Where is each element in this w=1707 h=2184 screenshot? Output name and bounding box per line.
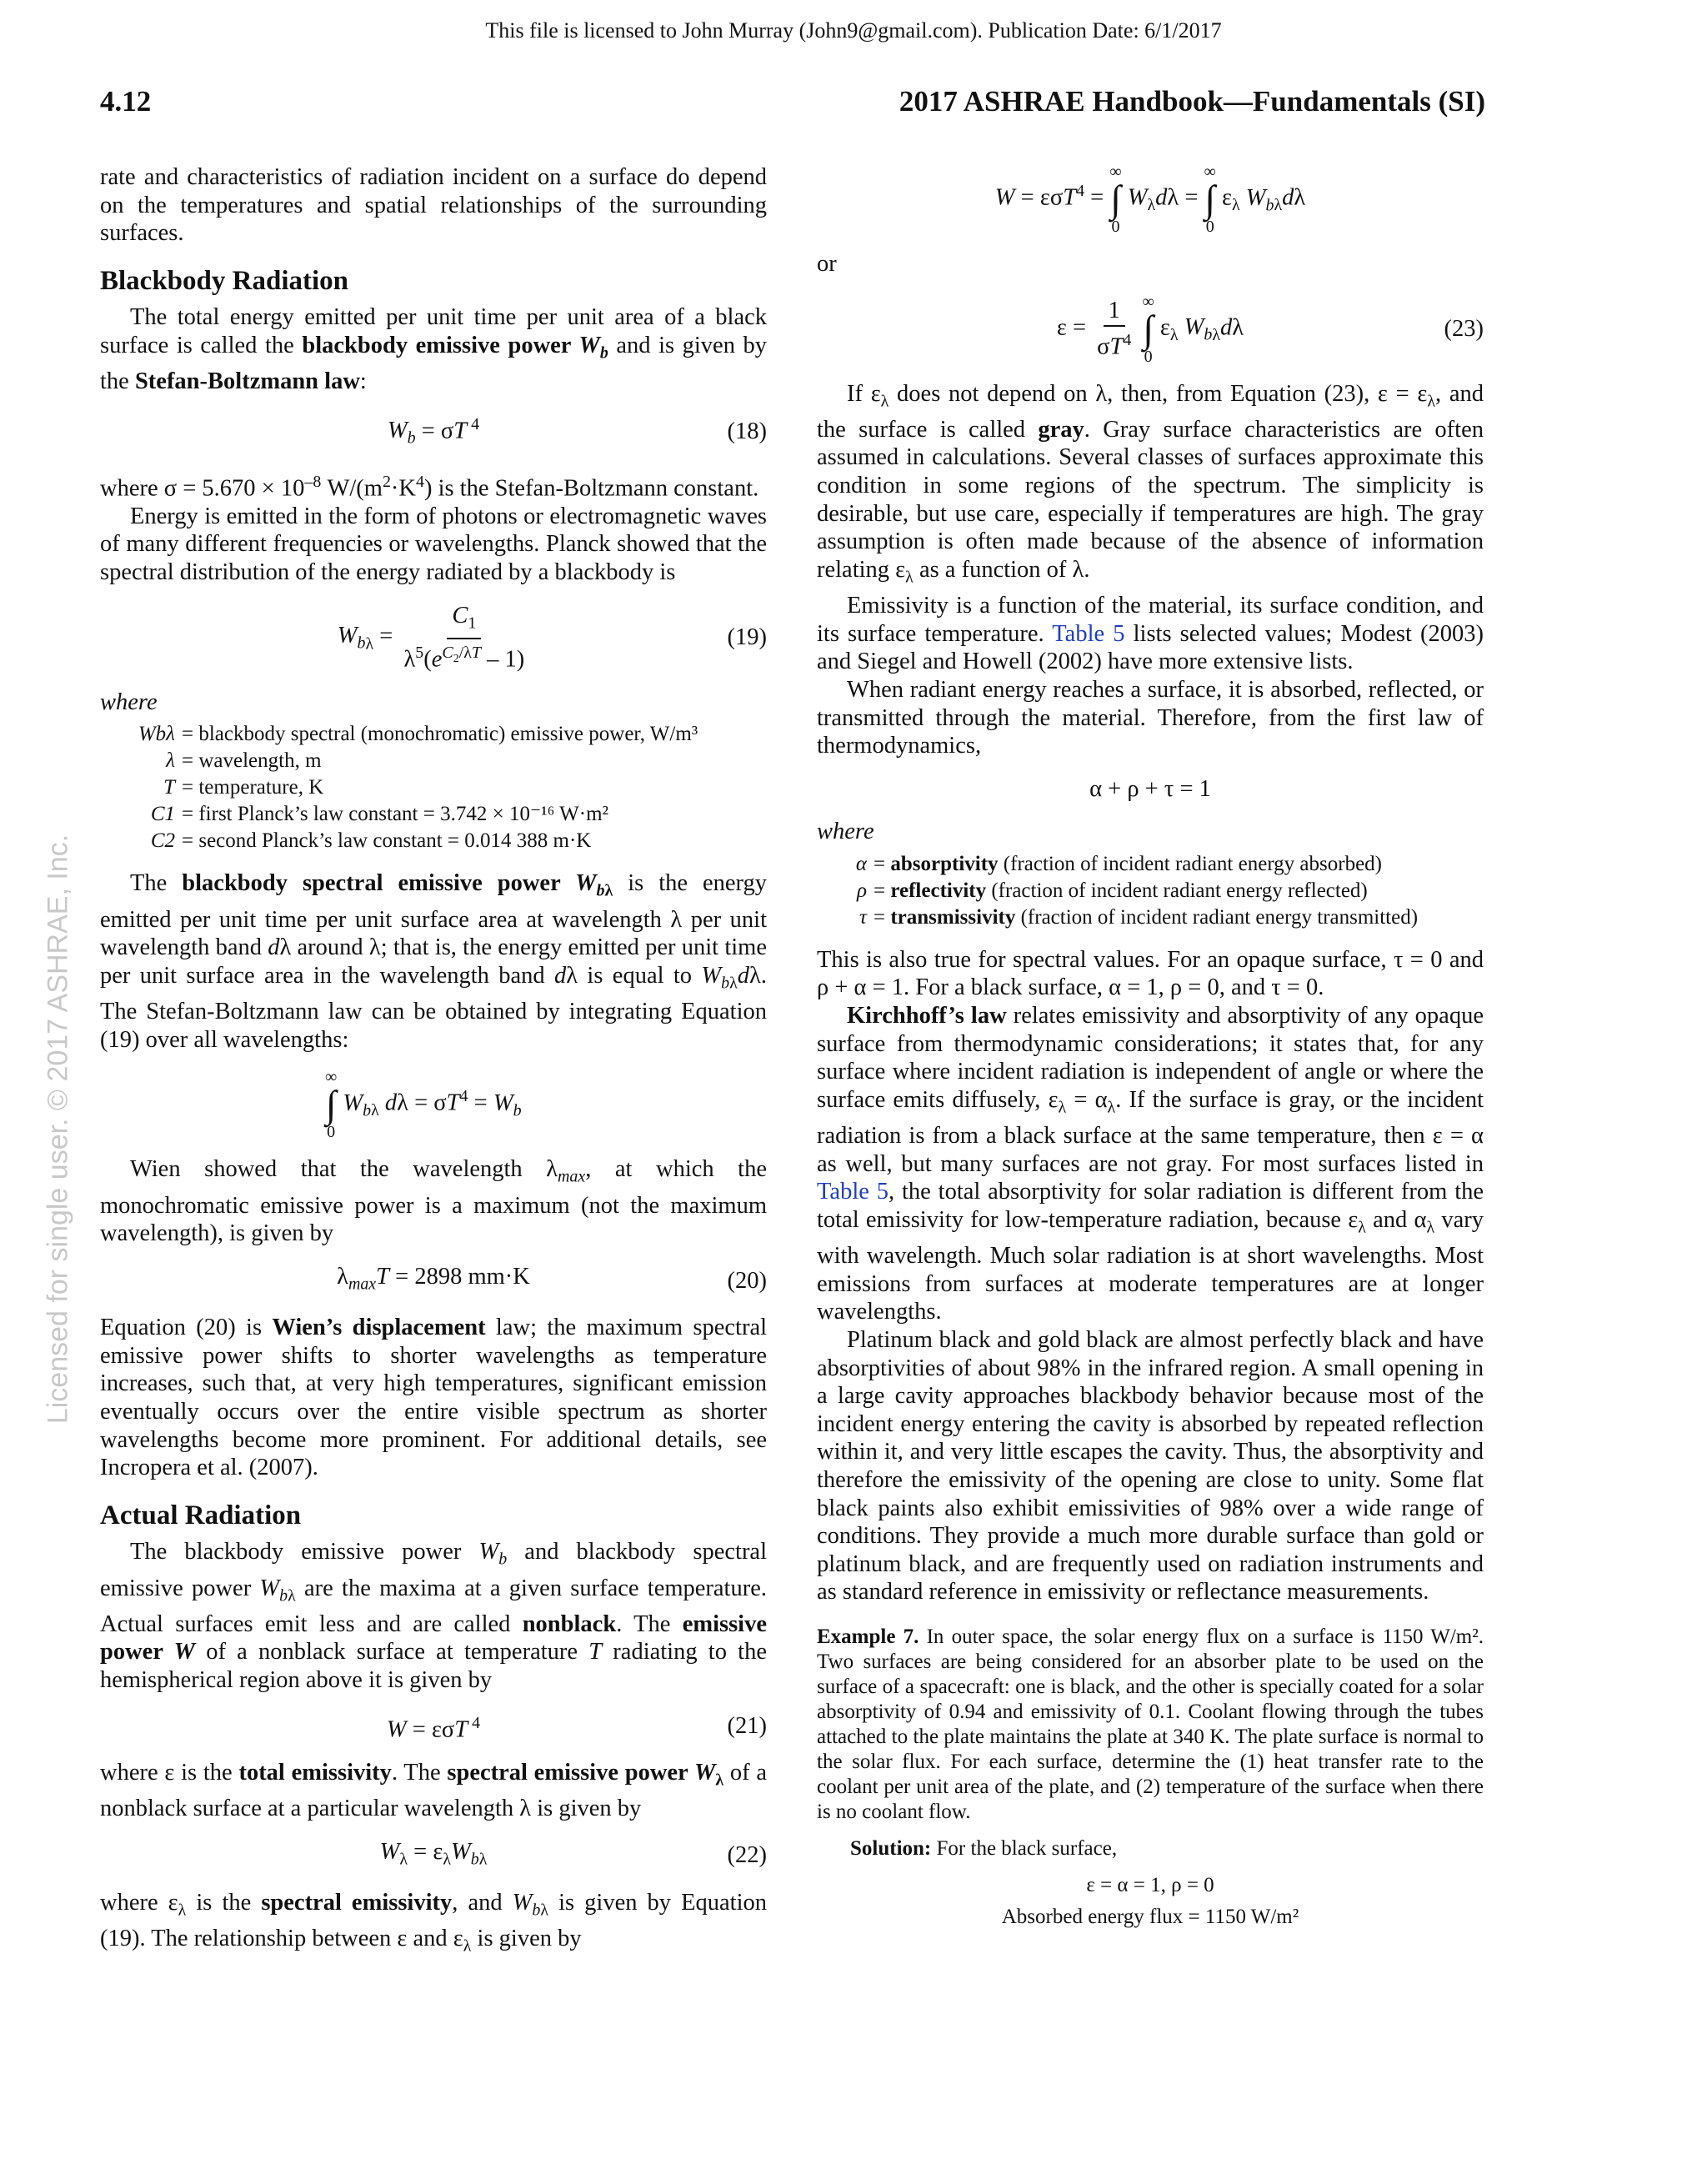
solution-paragraph [817,1836,1484,1861]
paragraph: The blackbody emissive power $W_b$ and blackbody spectral emissive power $W_{b\lambda}$ are the maxima at a given surface temperature. Actual surfaces emit less and are called nonblack. The emissive power W of a nonblack surface at temperature T radiating to the hemispherical region above it is given by [100,1539,768,1694]
left-column [100,163,767,1961]
table-5-link[interactable]: Table 5 [1052,620,1125,647]
definition-symbol: ρ [857,879,867,902]
equation-energy-balance: α + ρ + τ = 1 [1089,775,1211,802]
intro-paragraph: rate and characteristics of radiation incident on a surface do depend on the temperatures and spatial relationships of the surrounding surfaces. [100,164,767,247]
table-5-link[interactable]: Table 5 [817,1179,889,1205]
equation-23: ε = $\frac{1}{\sigma T^4}$ ∞ ∫ 0 $\varepsilon_\lambda$ $W_{b\lambda}d\lambda$ (23) [1056,292,1484,366]
definition-term: reflectivity [890,879,987,902]
right-column [817,163,1484,1935]
definition-text: (fraction of incident radiant energy absorbed) [1003,852,1383,875]
equation-21: W = εσT $^4$ (21) [386,1713,767,1743]
equation-total-emissive: W = εσT$^4$ = ∞ ∫ 0 $W_\lambda d\lambda$ = ∞ ∫ 0 $\varepsilon_\lambda$ $W_{b\lambda}d\lambda$ [994,163,1306,236]
paragraph: Energy is emitted in the form of photons or electromagnetic waves of many different frequencies or wavelengths. Planck showed that the spectral distribution of the energy radiated by a blackbody is [100,503,767,585]
equation-22: $W_\lambda = \varepsilon_\lambda W_{b\lambda}$ (22) [379,1838,767,1869]
solution-text: For the black surface, [936,1836,1118,1860]
solution-label: Solution: [850,1836,932,1860]
equation-19: $W_{b\lambda}$ = $\frac{C_1}{\lambda^5(e^{C_2/\lambda T} - 1)}$ (19) [337,602,767,673]
paragraph: This is also true for spectral values. For an opaque surface, τ = 0 and ρ + α = 1. For a black surface, α = 1, ρ = 0, and τ = 0. [817,946,1484,1001]
paragraph: Emissivity is a function of the material, its surface condition, and its surface temperature. Table 5 lists selected values; Modest (2003) and Siegel and Howell (2002) have more extensive lists. [817,593,1484,675]
example-7 [817,1625,1484,1930]
paragraph: where $\sigma = 5.670 \times 10^{-8}$ $W/(m^2\cdot K^4)$ is the Stefan-Boltzmann constant. [100,472,759,502]
definition-term: transmissivity [890,905,1016,929]
solution-equation: ε = α = 1, ρ = 0 [1086,1873,1214,1896]
section-heading-blackbody: Blackbody Radiation [100,265,348,296]
symbol-definitions [117,721,767,854]
equation-number: (20) [727,1267,767,1294]
equation-number: (18) [727,418,767,445]
paragraph: The blackbody spectral emissive power $W_{b\lambda}$ is the energy emitted per unit time per unit surface area at wavelength λ per unit wavelength band dλ around λ; that is, the energy emitted per unit time per unit surface area in the wavelength band dλ is equal to $W_{b\lambda}d\lambda$. The Stefan-Boltzmann law can be obtained by integrating Equation (19) over all wavelengths: [100,870,768,1053]
page-number: 4.12 [100,85,152,118]
definition-term: absorptivity [890,852,999,875]
paragraph: Equation (20) is Wien’s displacement law; the maximum spectral emissive power shifts to shorter wavelengths as temperature increases, such that, at very high temperatures, significant emission eventually occurs over the entire visible spectrum as shorter wavelengths become more prominent. For additional details, see Incropera et al. (2007). [100,1315,768,1481]
paragraph: where $\varepsilon_\lambda$ is the spectral emissivity, and $W_{b\lambda}$ is given by Equation (19). The relationship between ε and $\varepsilon_\lambda$ is given by [100,1889,767,1956]
definition-row: ρ = reflectivity (fraction of incident radiant energy reflected) [833,878,1484,904]
absorbed-flux: Absorbed energy flux = 1150 W/m² [1001,1905,1299,1928]
equation-number: (19) [727,624,767,650]
definition-symbol: C1 [150,803,175,826]
equation-20: $\lambda_{max}T = 2898$ mm·K (20) [337,1263,767,1294]
definition-symbol: C2 [150,829,175,853]
paragraph: where ε is the total emissivity. The spectral emissive power $W_\lambda$ of a nonblack surface at a particular wavelength λ is given by [100,1759,768,1822]
example-paragraph [817,1625,1484,1825]
definition-row: α = absorptivity (fraction of incident radiant energy absorbed) [833,851,1484,878]
equation-18: $W_b = \sigma T$ $^4$ (18) [387,414,767,448]
paragraph: Kirchhoff’s law relates emissivity and absorptivity of any opaque surface from thermodynamic considerations; it states that, for any surface where incident radiation is independent of angle or where the surface emits diffusely, $\varepsilon_\lambda = \alpha_\lambda$. If the surface is gray, or the incident radiation is from a black surface at the same temperature, then ε = α as well, but many surfaces are not gray. For most surfaces listed in Table 5, the total absorptivity for solar radiation is different from the total emissivity for low-temperature radiation, because $\varepsilon_\lambda$ and $\alpha_\lambda$ vary with wavelength. Much solar radiation is at short wavelengths. Most emissions from surfaces at moderate temperatures are at longer wavelengths. [817,1003,1484,1325]
definition-text: first Planck’s law constant = 3.742 × 10⁻¹⁶ W·m² [198,803,609,826]
definition-text: second Planck’s law constant = 0.014 388 m·K [198,829,592,853]
definition-row: τ = transmissivity (fraction of incident radiant energy transmitted) [833,904,1484,931]
paragraph: If $\varepsilon_\lambda$ does not depend on λ, then, from Equation (23), $\varepsilon = \varepsilon_\lambda$, and the surface is called gray. Gray surface characteristics are often assumed in calculations. Several classes of surfaces approximate this condition in some regions of the spectrum. The simplicity is desirable, but use care, especially if temperatures are high. The gray assumption is often made because of the absence of information relating $\varepsilon_\lambda$ as a function of λ. [817,380,1484,587]
example-label: Example 7. [817,1625,919,1648]
definition-symbol: α [855,852,867,875]
paragraph: Wien showed that the wavelength $\lambda_{max}$, at which the monochromatic emissive power is a maximum (not the maximum wavelength), is given by [100,1156,767,1247]
paragraph: When radiant energy reaches a surface, it is absorbed, reflected, or transmitted through the material. Therefore, from the first law of thermodynamics, [817,676,1484,759]
definition-symbol: T [163,776,175,799]
license-watermark: Licensed for single user. © 2017 ASHRAE, Inc. [42,834,74,1425]
section-heading-actual: Actual Radiation [100,1500,302,1530]
definition-row: T = temperature, K [117,774,767,801]
definition-symbol: Wbλ [138,723,175,746]
book-title: 2017 ASHRAE Handbook—Fundamentals (SI) [899,85,1485,118]
definition-row: λ = wavelength, m [117,748,767,774]
where-label: where [817,819,874,845]
definition-text: wavelength, m [198,749,322,773]
example-text: In outer space, the solar energy flux on a surface is 1150 W/m². Two surfaces are being considered for an absorber plate to be used on the surface of a spacecraft: one is black, and the other is specially coated for a solar absorptivity of 0.94 and emissivity of 0.1. Coolant flowing through the tubes attached to the plate maintains the plate at 340 K. The plate surface is normal to the solar flux. For each surface, determine the (1) heat transfer rate to the coolant per unit area of the plate, and (2) temperature of the surface when there is no coolant flow. [817,1625,1484,1823]
definition-symbol: λ [166,749,175,773]
definition-text: temperature, K [198,776,324,799]
definition-text: (fraction of incident radiant energy reflected) [991,879,1368,902]
equation-integral: ∞ ∫ 0 $W_{b\lambda}$ $d\lambda = \sigma T^4 = W_b$ [325,1068,522,1142]
license-notice: This file is licensed to John Murray (John9@gmail.com). Publication Date: 6/1/2017 [485,18,1222,43]
definition-row: C2 = second Planck’s law constant = 0.014 388 m·K [117,828,767,854]
definition-text: blackbody spectral (monochromatic) emissive power, W/m³ [198,723,698,746]
definition-row: Wbλ = blackbody spectral (monochromatic) emissive power, W/m³ [117,721,767,748]
equation-number: (22) [727,1842,767,1869]
where-label: where [100,689,158,715]
symbol-definitions [833,851,1484,931]
definition-symbol: τ [859,905,867,929]
paragraph: The total energy emitted per unit time per unit area of a black surface is called the blackbody emissive power $W_b$ and is given by the Stefan-Boltzmann law: [100,304,767,395]
equation-number: (23) [1444,315,1484,342]
definition-text: (fraction of incident radiant energy transmitted) [1020,905,1419,929]
paragraph: Platinum black and gold black are almost perfectly black and have absorptivities of about 98% in the infrared region. A small opening in a large cavity approaches blackbody behavior because most of the incident energy entering the cavity is absorbed by repeated reflection within it, and very little escapes the cavity. Thus, the absorptivity and therefore the emissivity of the opening are close to unity. Some flat black paints also exhibit emissivities of 98% over a wide range of conditions. They provide a much more durable surface than gold or platinum black, and are frequently used on radiation instruments and as standard reference in emissivity or reflectance measurements. [817,1326,1484,1605]
equation-number: (21) [727,1713,767,1740]
or-label: or [817,251,837,277]
definition-row: C1 = first Planck’s law constant = 3.742 × 10⁻¹⁶ W·m² [117,801,767,828]
